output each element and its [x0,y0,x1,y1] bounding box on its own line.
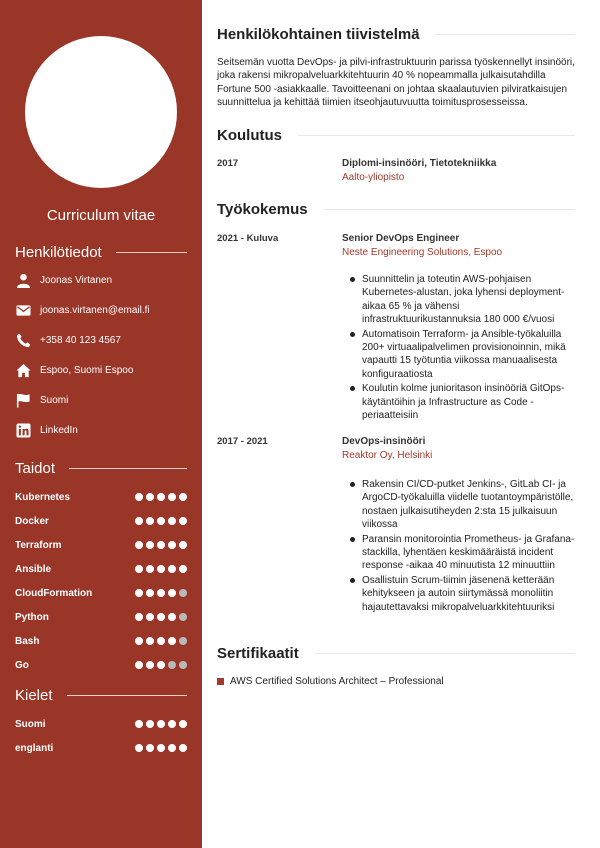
personal-info-heading-text: Henkilötiedot [15,244,102,261]
certificate-text: AWS Certified Solutions Architect – Professional [230,676,444,687]
list-item: Suunnittelin ja toteutin AWS-pohjaisen Kubernetes-alustan, joka lyhensi deployment-aikaa 65 % ja vähensi infrastruktuurikustannuksia 180 000 €/vuosi [362,273,577,327]
cv-title: Curriculum vitae [46,207,156,224]
rating-dot [168,744,176,752]
divider [67,695,187,696]
skills-heading [15,460,187,477]
rating-dot [168,613,176,621]
certificate-item [217,676,444,687]
rating-dot [157,589,165,597]
rating-dot [179,493,187,501]
certificates-heading [217,645,575,662]
home-icon [15,362,31,378]
skill-name: Kubernetes [15,491,71,503]
rating-dot [168,720,176,728]
rating-dot [179,613,187,621]
job-bullets [362,273,577,423]
rating-dot [146,613,154,621]
list-item: Koulutin kolme junioritason insinööriä GitOps-käytäntöihin ja Infrastructure as Code -periaatteisiin [362,382,577,422]
skill-name: Bash [15,635,40,647]
experience-heading [217,201,575,218]
rating-dot [179,517,187,525]
rating-dot [135,589,143,597]
rating-dot [135,744,143,752]
job-title: DevOps-insinööri [342,436,426,447]
person-icon [15,272,31,288]
job-company: Reaktor Oy, Helsinki [342,450,433,461]
rating-dots [135,637,187,645]
skill-row [15,514,187,528]
skill-row [15,538,187,552]
rating-dot [157,493,165,501]
envelope-icon [15,302,31,318]
skill-name: Ansible [15,563,52,575]
contact-name [15,271,112,289]
rating-dot [168,589,176,597]
rating-dot [168,637,176,645]
rating-dot [146,661,154,669]
rating-dot [146,517,154,525]
skill-name: Docker [15,515,49,527]
experience-heading-text: Työkokemus [217,201,308,218]
rating-dots [135,493,187,501]
contact-address [15,361,133,379]
divider [298,135,575,136]
rating-dot [146,541,154,549]
skill-name: CloudFormation [15,587,93,599]
rating-dot [135,493,143,501]
languages-heading [15,687,187,704]
rating-dots [135,589,187,597]
divider [69,468,187,469]
education-date: 2017 [217,158,239,169]
rating-dot [157,720,165,728]
summary-text: Seitsemän vuotta DevOps- ja pilvi-infrastruktuurin parissa työskennellyt insinööri, joka rakensi mikropalveluarkkitehtuurin 40 % nopeammalla julkaisutahdilla Fortune 500 -asiakkaalle. Tavoitteenani on johtaa skaalautuvien pilviratkaisujen suunnittelua ja kehittää tiimien itseohjautuvuutta toimitusprosesseissa. [217,57,575,109]
rating-dot [157,637,165,645]
rating-dot [135,541,143,549]
rating-dots [135,541,187,549]
languages-heading-text: Kielet [15,687,53,704]
education-heading [217,127,575,144]
skill-row [15,658,187,672]
square-bullet-icon [217,678,224,685]
rating-dot [135,720,143,728]
job-bullets [362,478,577,615]
rating-dots [135,720,187,728]
rating-dot [135,637,143,645]
list-item: Osallistuin Scrum-tiimin jäsenenä ketterään kehitykseen ja autoin siirtymässä monoliitin hajautettavaksi mikropalveluarkkitehtuuriksi [362,574,577,614]
contact-text: Joonas Virtanen [40,274,113,286]
rating-dots [135,661,187,669]
contact-text: Suomi [40,394,69,406]
sidebar [0,0,202,848]
rating-dot [157,517,165,525]
education-school: Aalto-yliopisto [342,172,405,183]
list-item: Rakensin CI/CD-putket Jenkins-, GitLab CI- ja ArgoCD-työkaluilla viidelle tuotantoympäristölle, nostaen julkaisutiheyden 2:sta 15 julkaisuun viikossa [362,478,577,532]
language-name: englanti [15,742,54,754]
rating-dot [168,493,176,501]
rating-dots [135,613,187,621]
rating-dot [179,744,187,752]
skill-row [15,610,187,624]
rating-dot [135,661,143,669]
contact-phone[interactable] [15,331,121,349]
contact-linkedin[interactable] [15,421,78,439]
skill-row [15,634,187,648]
contact-text: joonas.virtanen@email.fi [40,304,150,316]
education-heading-text: Koulutus [217,127,282,144]
contact-text: +358 40 123 4567 [40,334,121,346]
job-title: Senior DevOps Engineer [342,233,460,244]
profile-photo [25,36,177,188]
linkedin-icon [15,422,31,438]
rating-dot [168,517,176,525]
certificates-heading-text: Sertifikaatit [217,645,299,662]
job-company: Neste Engineering Solutions, Espoo [342,247,503,258]
skill-row [15,562,187,576]
language-row [15,741,187,755]
language-name: Suomi [15,718,46,730]
skill-name: Go [15,659,29,671]
flag-icon [15,392,31,408]
list-item: Paransin monitorointia Prometheus- ja Grafana-stackilla, lyhentäen keskimääräistä incident response -aikaa 40 minuutista 12 minuuttiin [362,533,577,573]
rating-dots [135,565,187,573]
skill-name: Python [15,611,49,623]
rating-dot [146,565,154,573]
rating-dot [157,565,165,573]
summary-heading [217,26,575,43]
list-item: Automatisoin Terraform- ja Ansible-työkaluilla 200+ virtuaalipalvelimen provisionoinnin, mikä vapautti 15 työtuntia viikossa manuaalisesta konfiguraatiosta [362,328,577,382]
contact-text: LinkedIn [40,424,78,436]
divider [315,653,575,654]
summary-heading-text: Henkilökohtainen tiivistelmä [217,26,420,43]
rating-dot [157,613,165,621]
personal-info-heading [15,244,187,261]
job-date: 2021 - Kuluva [217,233,279,244]
contact-email[interactable] [15,301,150,319]
rating-dot [157,744,165,752]
education-degree: Diplomi-insinööri, Tietotekniikka [342,158,497,169]
rating-dot [146,589,154,597]
job-date: 2017 - 2021 [217,436,268,447]
rating-dot [135,613,143,621]
rating-dot [179,565,187,573]
rating-dot [168,565,176,573]
rating-dot [168,661,176,669]
rating-dots [135,744,187,752]
divider [436,34,575,35]
rating-dot [135,565,143,573]
rating-dot [179,720,187,728]
rating-dot [179,661,187,669]
rating-dot [146,744,154,752]
contact-country [15,391,68,409]
skills-heading-text: Taidot [15,460,56,477]
rating-dots [135,517,187,525]
phone-icon [15,332,31,348]
divider [324,209,575,210]
rating-dot [146,493,154,501]
skill-row [15,586,187,600]
rating-dot [168,541,176,549]
rating-dot [179,589,187,597]
rating-dot [135,517,143,525]
skill-row [15,490,187,504]
rating-dot [157,661,165,669]
rating-dot [157,541,165,549]
rating-dot [146,720,154,728]
contact-text: Espoo, Suomi Espoo [40,364,134,376]
language-row [15,717,187,731]
divider [116,252,187,253]
skill-name: Terraform [15,539,62,551]
rating-dot [179,637,187,645]
rating-dot [146,637,154,645]
rating-dot [179,541,187,549]
